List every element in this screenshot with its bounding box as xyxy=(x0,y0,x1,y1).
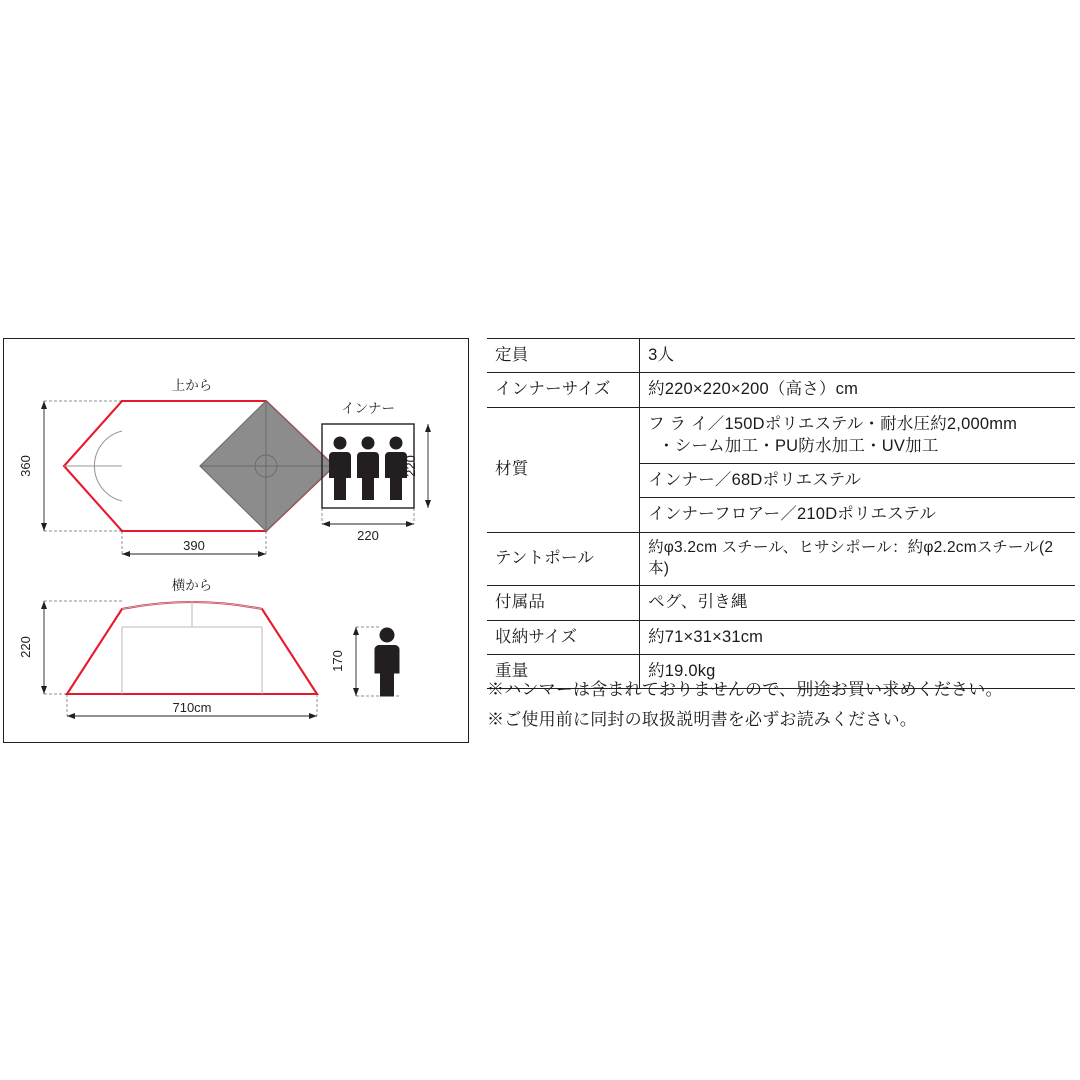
dim-arrow-390-left xyxy=(122,551,130,557)
table-row xyxy=(487,407,1075,464)
dim-arrow-360-top xyxy=(41,401,47,409)
spec-value-pole: 約φ3.2cm スチール、ヒサシポール：約φ2.2cmスチール(2本) xyxy=(640,532,1075,586)
dim-arrow-710-right xyxy=(309,713,317,719)
note-hammer: ※ハンマーは含まれておりませんので、別途お買い求めください。 xyxy=(487,680,1003,699)
notes-block xyxy=(487,675,1077,735)
spec-value-packed-size: 約71×31×31cm xyxy=(640,620,1075,654)
spec-label-material: 材質 xyxy=(487,407,640,532)
table-row xyxy=(487,620,1075,654)
spec-value-material-inner: インナー／68Dポリエステル xyxy=(640,464,1075,498)
caption-top-view: 上から xyxy=(171,378,213,393)
dim-label-inner-width: 220 xyxy=(357,528,379,543)
table-row xyxy=(487,586,1075,620)
spec-label-capacity: 定員 xyxy=(487,339,640,373)
dim-arrow-170-top xyxy=(353,627,359,635)
caption-inner: インナー xyxy=(341,401,395,416)
dim-arrow-360-bottom xyxy=(41,523,47,531)
dim-label-side-height: 220 xyxy=(18,636,33,658)
tent-diagram-panel xyxy=(3,338,469,743)
spec-label-pole: テントポール xyxy=(487,532,640,586)
person-icon-reference xyxy=(375,628,400,697)
dim-arrow-side-220-top xyxy=(41,601,47,609)
spec-value-material-fly xyxy=(640,407,1075,464)
dim-label-inner-depth: 220 xyxy=(403,455,418,477)
dim-arrow-170-bottom xyxy=(353,688,359,696)
tent-diagram-svg xyxy=(4,339,468,742)
dim-arrow-710-left xyxy=(67,713,75,719)
caption-side-view: 横から xyxy=(171,578,213,593)
spec-label-weight: 重量 xyxy=(487,654,640,688)
dim-label-170: 170 xyxy=(330,650,345,672)
table-row xyxy=(487,339,1075,373)
note-manual: ※ご使用前に同封の取扱説明書を必ずお読みください。 xyxy=(487,709,917,729)
dim-arrow-inner-v-bottom xyxy=(425,500,431,508)
person-icon-1 xyxy=(329,437,351,501)
spec-table xyxy=(487,338,1075,689)
dim-arrow-390-right xyxy=(258,551,266,557)
spec-value-material-floor: インナーフロアー／210Dポリエステル xyxy=(640,498,1075,532)
dim-label-710: 710cm xyxy=(172,700,212,715)
spec-value-inner-size: 約220×220×200（高さ）cm xyxy=(640,373,1075,407)
dim-arrow-side-220-bottom xyxy=(41,686,47,694)
dim-label-360: 360 xyxy=(18,455,33,477)
table-row xyxy=(487,373,1075,407)
material-fly-line1: フ ラ イ／150Dポリエステル・耐水圧約2,000mm xyxy=(648,414,1018,433)
spec-label-packed-size: 収納サイズ xyxy=(487,620,640,654)
dim-arrow-inner-h-left xyxy=(322,521,330,527)
material-fly-line2: ・シーム加工・PU防水加工・UV加工 xyxy=(658,436,939,455)
dim-arrow-inner-v-top xyxy=(425,424,431,432)
table-row xyxy=(487,532,1075,586)
product-spec-sheet xyxy=(0,335,1080,745)
dim-label-390: 390 xyxy=(183,538,205,553)
spec-value-weight: 約19.0kg xyxy=(640,654,1075,688)
spec-value-capacity: 3人 xyxy=(640,339,1075,373)
person-icon-2 xyxy=(357,437,379,501)
dim-arrow-inner-h-right xyxy=(406,521,414,527)
spec-value-accessories: ペグ、引き縄 xyxy=(640,586,1075,620)
spec-label-accessories: 付属品 xyxy=(487,586,640,620)
spec-label-inner-size: インナーサイズ xyxy=(487,373,640,407)
